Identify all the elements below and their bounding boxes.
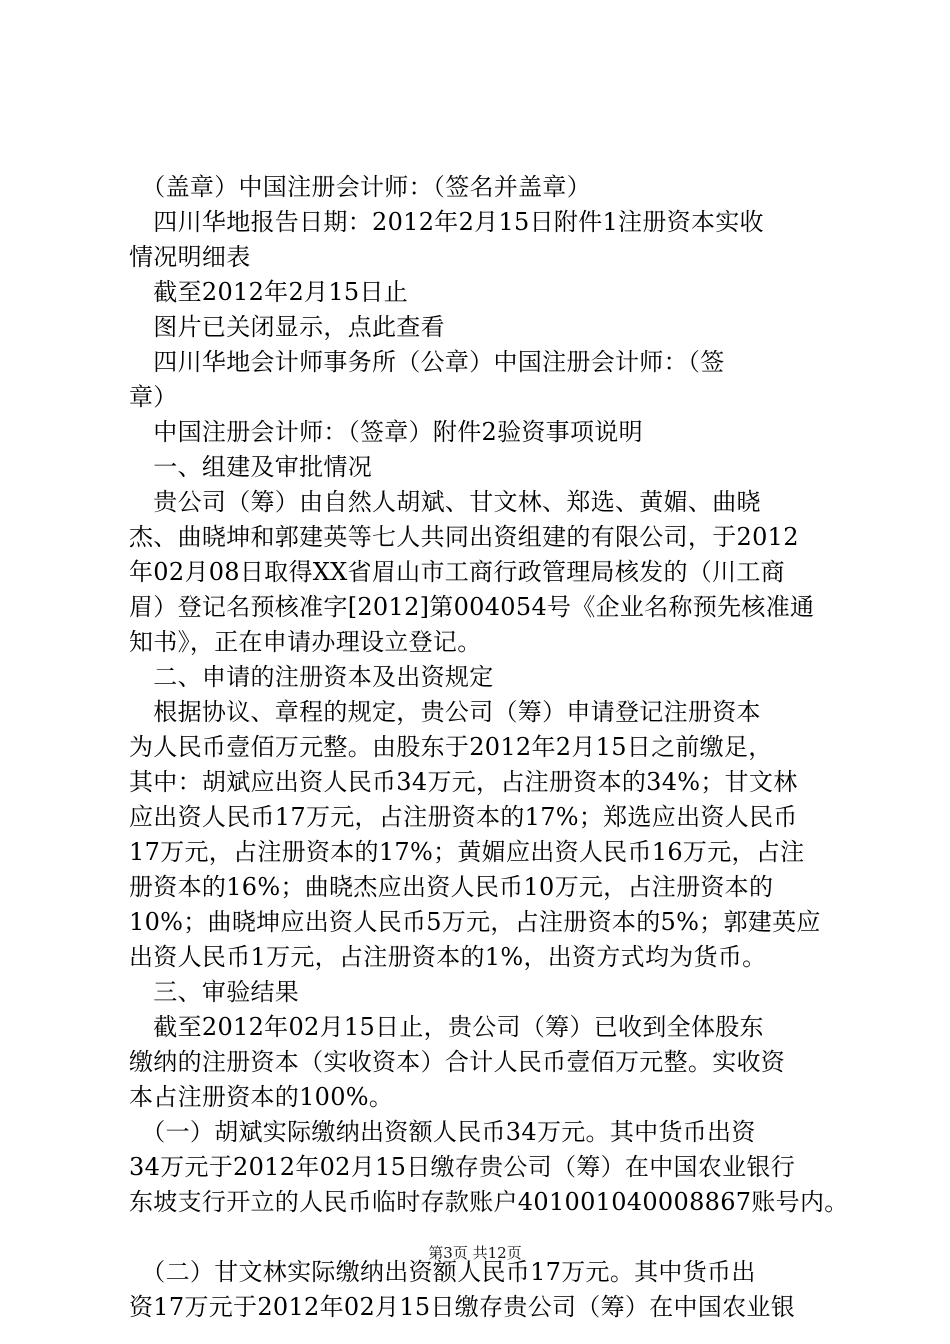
page-number-footer: 第3页 共12页	[428, 1244, 522, 1262]
section-heading: 一、组建及审批情况	[129, 453, 372, 481]
text-line: 中国注册会计师：（签章）附件2验资事项说明	[129, 418, 643, 446]
text-line: 出资人民币1万元，占注册资本的1%，出资方式均为货币。	[129, 943, 767, 971]
text-line: 缴纳的注册资本（实收资本）合计人民币壹佰万元整。实收资	[129, 1048, 786, 1076]
text-line: 截至2012年2月15日止	[129, 278, 409, 306]
text-line: 章）	[129, 383, 178, 411]
image-placeholder-link[interactable]: 图片已关闭显示，点此查看	[129, 313, 445, 341]
text-line: 应出资人民币17万元，占注册资本的17%；郑选应出资人民币	[129, 803, 798, 831]
text-line: （盖章）中国注册会计师：（签名并盖章）	[129, 173, 591, 201]
text-line: 东坡支行开立的人民币临时存款账户401001040008867账号内。	[129, 1188, 849, 1216]
text-line: 四川华地会计师事务所（公章）中国注册会计师：（签	[129, 348, 725, 376]
text-line: 本占注册资本的100%。	[129, 1083, 394, 1111]
section-heading: 二、申请的注册资本及出资规定	[129, 663, 494, 691]
text-line: 资17万元于2012年02月15日缴存贵公司（筹）在中国农业银	[129, 1293, 795, 1321]
text-line: 年02月08日取得XX省眉山市工商行政管理局核发的（川工商	[129, 558, 785, 586]
text-line: 情况明细表	[129, 243, 251, 271]
text-line: 34万元于2012年02月15日缴存贵公司（筹）在中国农业银行	[129, 1153, 795, 1181]
text-line: 四川华地报告日期：2012年2月15日附件1注册资本实收	[129, 208, 764, 236]
text-line: 眉）登记名预核准字[2012]第004054号《企业名称预先核准通	[129, 593, 815, 621]
text-line: 其中：胡斌应出资人民币34万元，占注册资本的34%；甘文林	[129, 768, 798, 796]
text-line: 杰、曲晓坤和郭建英等七人共同出资组建的有限公司，于2012	[129, 523, 799, 551]
section-heading: 三、审验结果	[129, 978, 300, 1006]
text-line: 截至2012年02月15日止，贵公司（筹）已收到全体股东	[129, 1013, 764, 1041]
text-line: 贵公司（筹）由自然人胡斌、甘文林、郑选、黄媚、曲晓	[129, 488, 761, 516]
text-line: 根据协议、章程的规定，贵公司（筹）申请登记注册资本	[129, 698, 761, 726]
text-line: 17万元，占注册资本的17%；黄媚应出资人民币16万元，占注	[129, 838, 805, 866]
text-line: 册资本的16%；曲晓杰应出资人民币10万元，占注册资本的	[129, 873, 774, 901]
text-line: 10%；曲晓坤应出资人民币5万元，占注册资本的5%；郭建英应	[129, 908, 821, 936]
text-line: （一）胡斌实际缴纳出资额人民币34万元。其中货币出资	[129, 1118, 756, 1146]
text-line: （二）甘文林实际缴纳出资额人民币17万元。其中货币出	[129, 1258, 756, 1286]
document-body	[129, 170, 849, 1325]
text-line: 为人民币壹佰万元整。由股东于2012年2月15日之前缴足，	[129, 733, 773, 761]
text-line: 知书》，正在申请办理设立登记。	[129, 628, 482, 656]
